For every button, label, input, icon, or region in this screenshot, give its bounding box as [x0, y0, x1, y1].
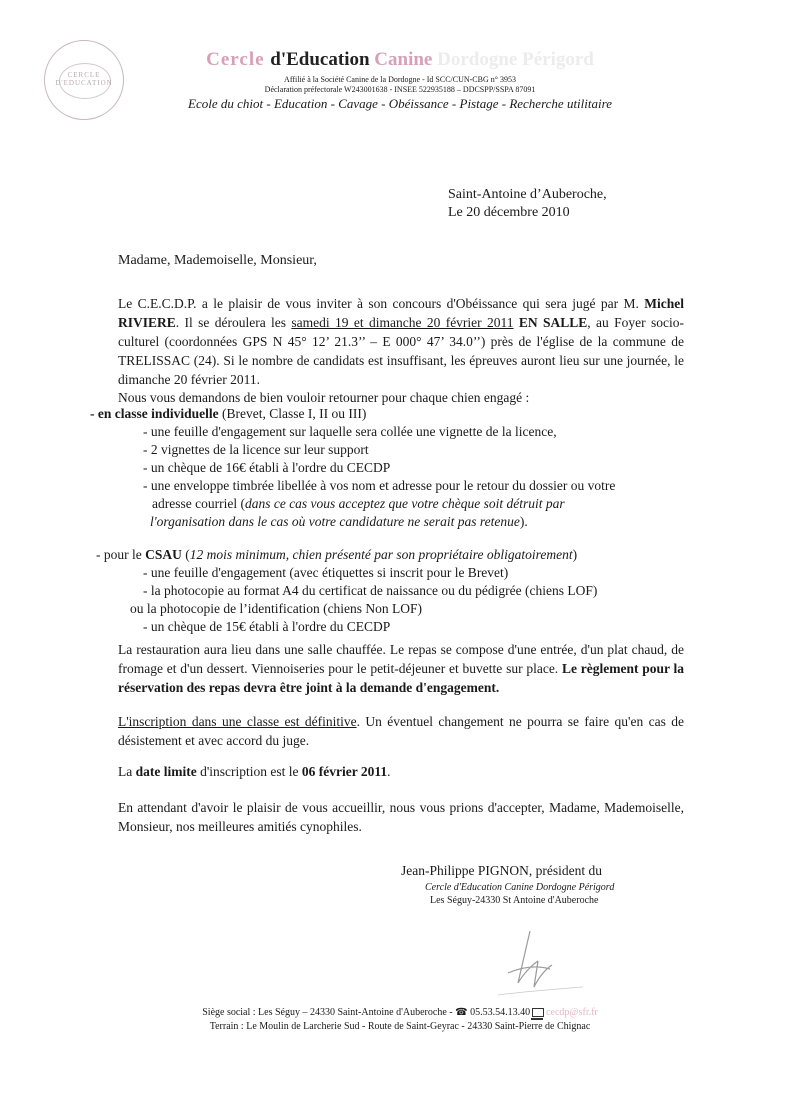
invitation-paragraph [118, 294, 684, 389]
letter-place: Saint-Antoine d’Auberoche, [448, 187, 607, 202]
footer-siege: Siège social : Les Séguy – 24330 Saint-Antoine d'Auberoche - [202, 1007, 456, 1018]
letter-date: Le 20 décembre 2010 [448, 205, 570, 220]
p1-text-b: . Il se déroulera les [175, 315, 292, 330]
csau-paren-open: ( [181, 547, 190, 562]
list-item: - 2 vignettes de la licence sur leur support [143, 442, 369, 457]
list-item-cont [152, 495, 565, 513]
signatory-organization: Cercle d'Education Canine Dordogne Périgord [425, 882, 615, 893]
list-item: - une enveloppe timbrée libellée à vos nom et adresse pour le retour du dossier ou votre [143, 478, 616, 493]
csau-label: CSAU [145, 547, 182, 562]
meals-paragraph [118, 640, 684, 697]
title-deducation: d'Education [270, 49, 375, 70]
signatory-address: Les Séguy-24330 St Antoine d'Auberoche [430, 895, 599, 906]
computer-icon [532, 1008, 544, 1017]
p1-text-a: Le C.E.C.D.P. a le plaisir de vous inviter à son concours d'Obéissance qui sera jugé par M. [118, 296, 645, 311]
footer-headquarters [0, 1007, 800, 1018]
individuelle-label: en classe individuelle [97, 406, 219, 421]
individuelle-heading [90, 405, 366, 423]
meals-text: La restauration aura lieu dans une salle chauffée. Le repas se compose d'une entrée, d'un plat chaud, de fromage et d'un dessert. Viennoiseries pour le petit-déjeuner et buvette sur place. [118, 642, 684, 676]
closing-paragraph: En attendant d'avoir le plaisir de vous accueillir, nous vous prions d'accepter, Madame, Mademoiselle, Monsieur, nos meilleures amitiés cynophiles. [118, 800, 684, 834]
salutation: Madame, Mademoiselle, Monsieur, [118, 253, 317, 268]
phone-icon: ☎ [455, 1007, 468, 1018]
list-item: - la photocopie au format A4 du certificat de naissance ou du pédigrée (chiens LOF) [143, 583, 598, 598]
list-item-cont [150, 513, 528, 531]
list-item: - un chèque de 16€ établi à l'ordre du CECDP [143, 460, 391, 475]
seal-text: CERCLE D'EDUCATION [55, 71, 113, 87]
p1-text-d: , au Foyer socio-culturel (coordonnées GPS N 45° 12’ 21.3’’ – E 000° 47’ 34.0’’) près de l'église de la commune de TRELISSAC (24). Si le nombre de candidats est insuffisant, les épreuves auront lieu sur une journée, le dimanche 20 février 2011. [118, 315, 684, 387]
footer-email[interactable]: cecdp@sfr.fr [546, 1007, 598, 1018]
deadline-b: d'inscription est le [196, 764, 302, 779]
csau-prefix: - pour le [96, 547, 146, 562]
signatory-name: Jean-Philippe PIGNON, président du [401, 863, 602, 878]
footer-phone: 05.53.54.13.40 [470, 1007, 531, 1018]
footer-terrain: Terrain : Le Moulin de Larcherie Sud - Route de Saint-Geyrac - 24330 Saint-Pierre de Chignac [209, 1021, 591, 1032]
individuelle-dash: - [90, 406, 98, 421]
title-dordogne-perigord: Dordogne Périgord [432, 49, 594, 70]
title-canine: Canine [374, 49, 433, 70]
competition-dates: samedi 19 et dimanche 20 février 2011 [291, 315, 514, 330]
item4-c-italic: l'organisation dans le cas où votre candidature ne serait pas retenue [150, 514, 520, 529]
en-salle: EN SALLE [518, 315, 588, 330]
handwritten-signature [488, 925, 588, 1000]
registration-rest: . Un éventuel changement ne pourra se faire qu'en cas de désistement et avec accord du juge. [118, 714, 684, 748]
registration-line: Déclaration préfectorale W243001638 - INSEE 522935188 – DDCSPP/SSPA 87091 [264, 85, 536, 94]
deadline-a: La [118, 764, 136, 779]
csau-paren-close: ) [572, 547, 578, 562]
registration-definitive: L'inscription dans une classe est définitive [118, 714, 357, 729]
list-item: - un chèque de 15€ établi à l'ordre du CECDP [143, 619, 391, 634]
item4-c: ). [519, 514, 528, 529]
deadline-label: date limite [135, 764, 197, 779]
csau-heading [96, 546, 577, 564]
csau-note: 12 mois minimum, chien présenté par son propriétaire obligatoirement [189, 547, 573, 562]
deadline-line [118, 763, 391, 781]
individuelle-classes: (Brevet, Classe I, II ou III) [218, 406, 367, 421]
registration-paragraph [118, 712, 684, 750]
meals-payment-note: Le règlement pour la réservation des repas devra être joint à la demande d'engagement. [118, 661, 685, 695]
list-item: - une feuille d'engagement (avec étiquettes si inscrit pour le Brevet) [143, 565, 509, 580]
title-cercle: Cercle [206, 49, 271, 70]
item4-b: adresse courriel ( [152, 496, 245, 511]
organization-title [0, 49, 800, 71]
affiliation-line: Affilié à la Société Canine de la Dordogne - Id SCC/CUN-CBG n° 3953 [284, 75, 516, 84]
deadline-date: 06 février 2011 [301, 764, 388, 779]
deadline-c: . [387, 764, 391, 779]
list-item: - une feuille d'engagement sur laquelle sera collée une vignette de la licence, [143, 424, 557, 439]
item4-b-italic: dans ce cas vous acceptez que votre chèque soit détruit par [244, 496, 565, 511]
list-item: ou la photocopie de l’identification (chiens Non LOF) [130, 601, 423, 616]
documents-intro: Nous vous demandons de bien vouloir retourner pour chaque chien engagé : [118, 390, 530, 405]
judge-name: Michel RIVIERE [118, 296, 684, 330]
activities-line: Ecole du chiot - Education - Cavage - Obéissance - Pistage - Recherche utilitaire [188, 96, 612, 111]
